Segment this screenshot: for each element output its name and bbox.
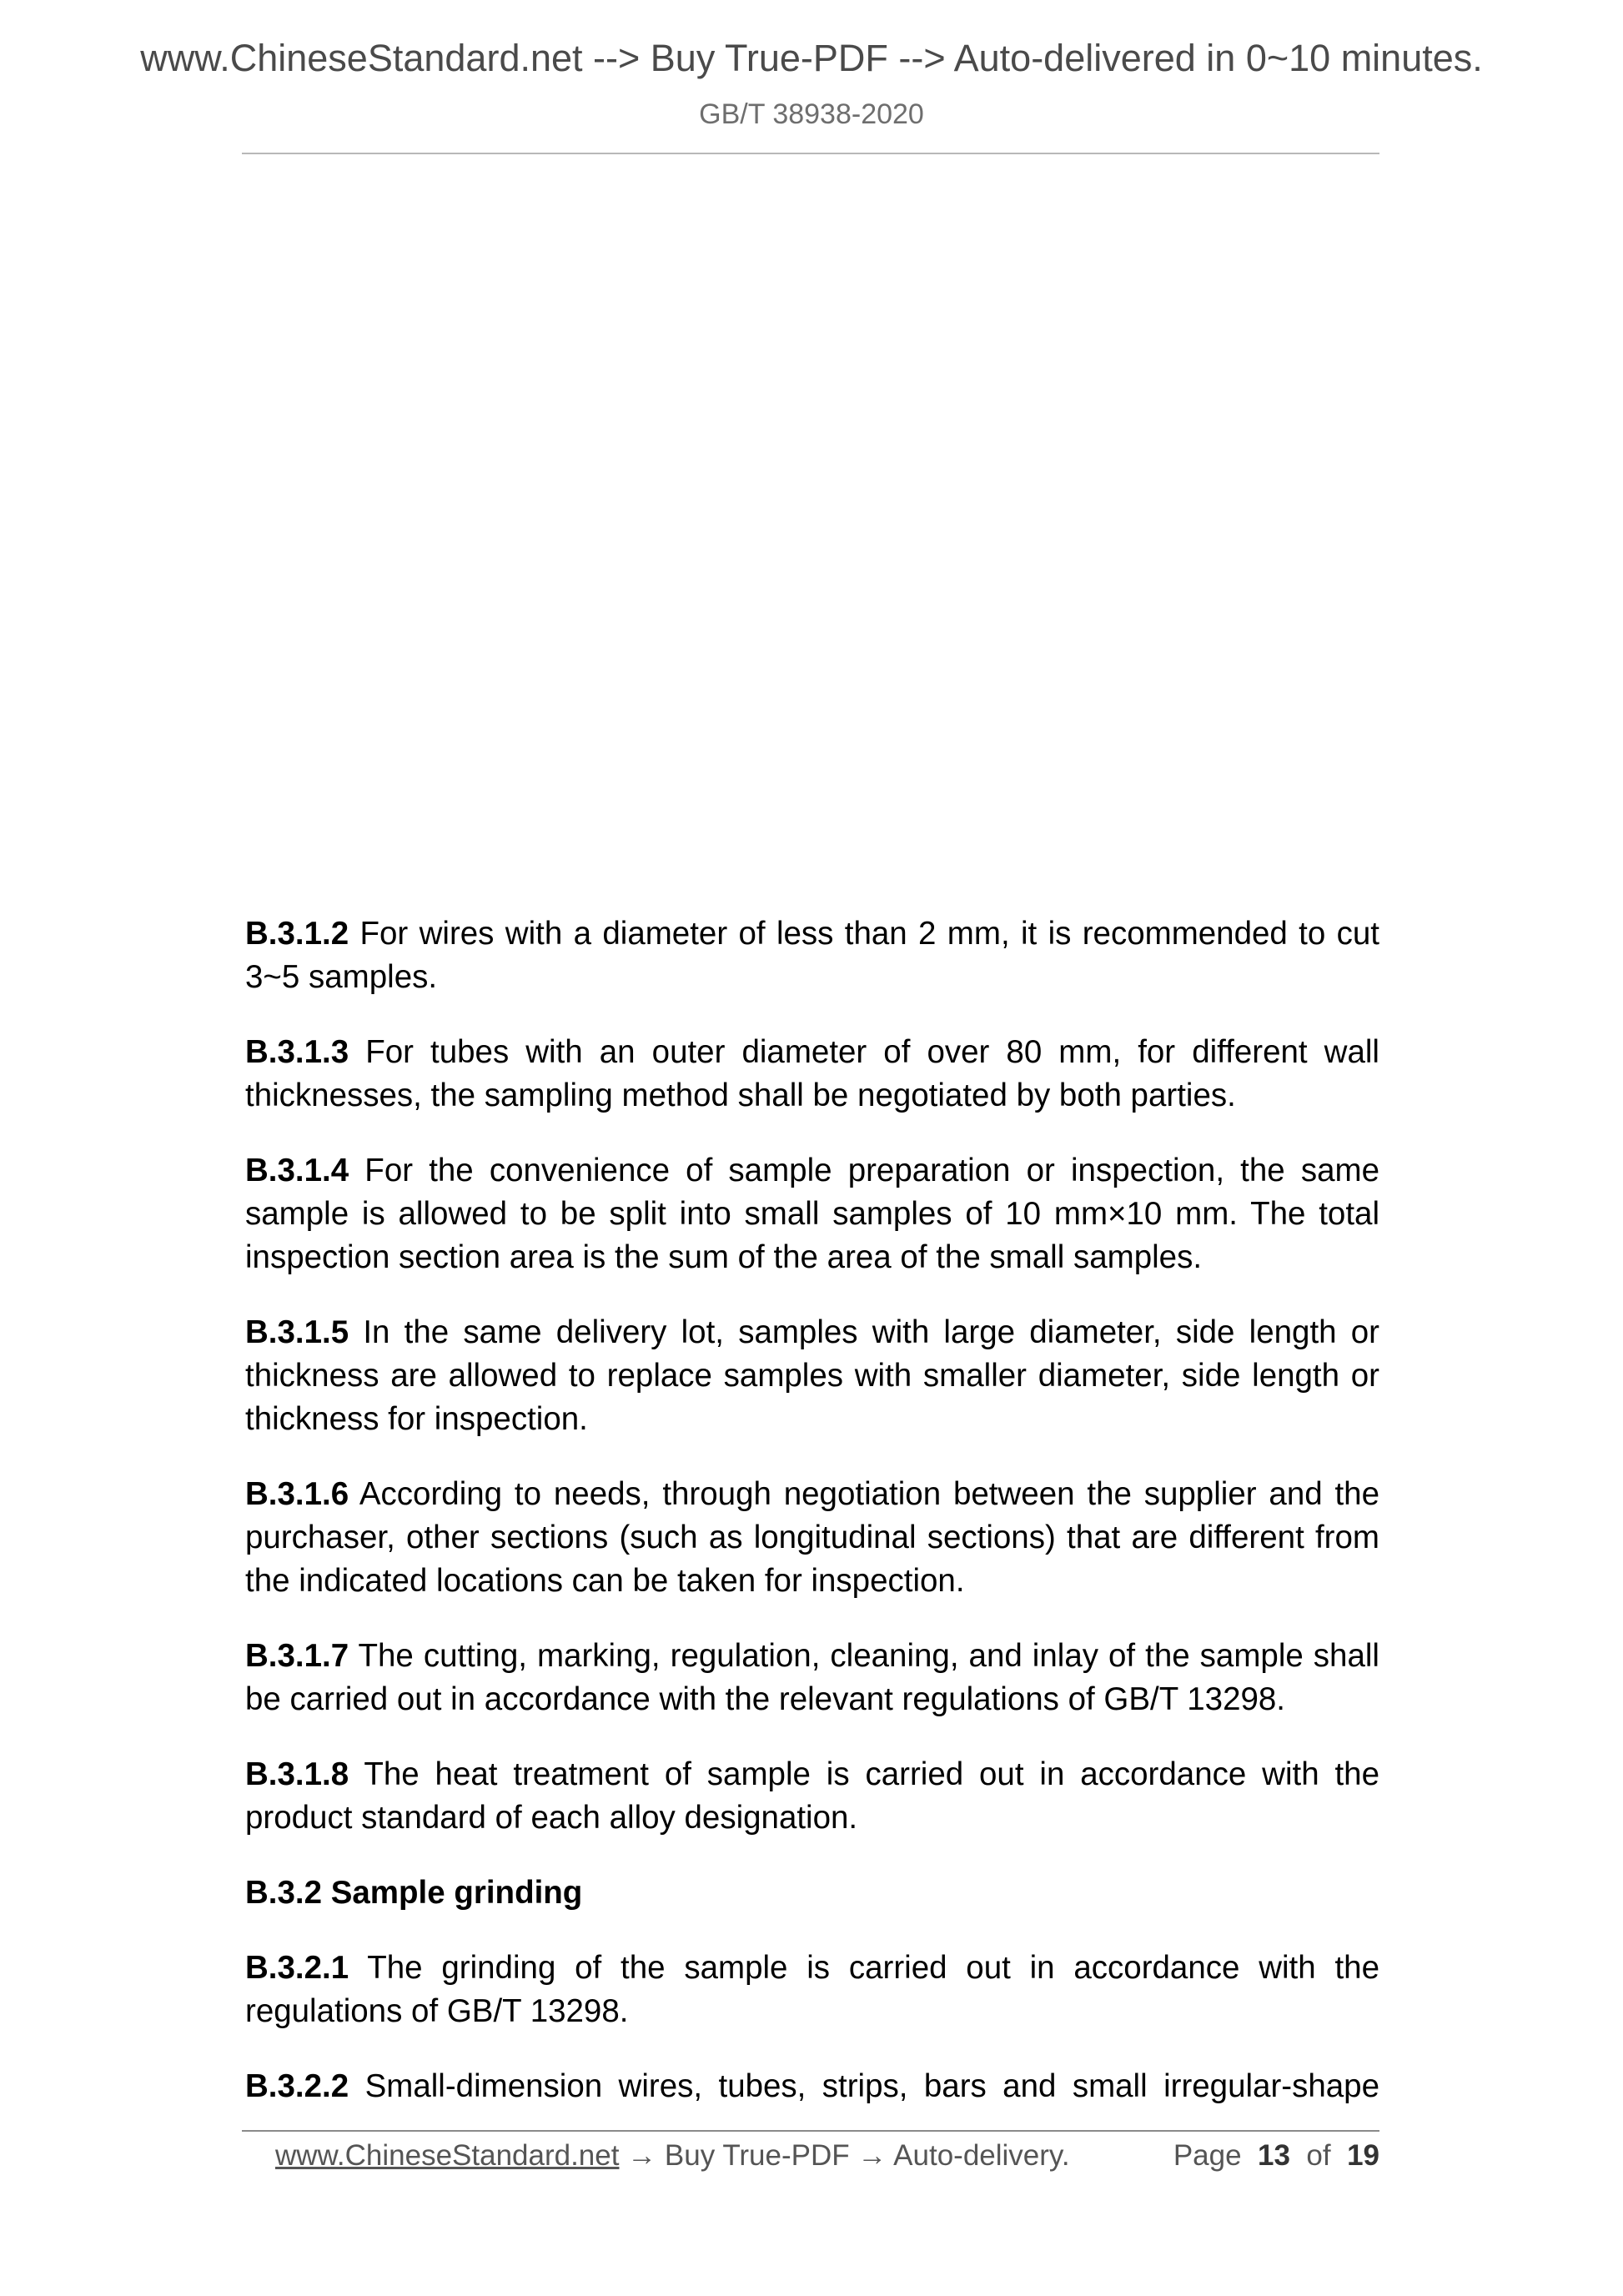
clause-b-3-1-5 <box>245 1311 1379 1441</box>
clause-number: B.3.1.3 <box>245 1034 349 1070</box>
of-label: of <box>1306 2139 1331 2172</box>
header-divider <box>242 153 1379 154</box>
clause-text: For the convenience of sample preparation or inspection, the same sample is allowed to be split into small samples of 10 mm×10 mm. The total inspection section area is the sum of the area of the small samples. <box>245 1153 1379 1275</box>
footer-website-link[interactable]: www.ChineseStandard.net <box>275 2139 620 2172</box>
clause-b-3-2-1 <box>245 1947 1379 2033</box>
clause-b-3-1-6 <box>245 1473 1379 1603</box>
clause-b-3-1-8 <box>245 1753 1379 1840</box>
clause-number: B.3.1.6 <box>245 1476 349 1512</box>
clause-text: The cutting, marking, regulation, cleaning, and inlay of the sample shall be carried out in accordance with the relevant regulations of GB/T 13298. <box>245 1638 1379 1717</box>
footer-divider <box>242 2130 1379 2132</box>
clause-text: According to needs, through negotiation between the supplier and the purchaser, other sections (such as longitudinal sections) that are different from the indicated locations can be taken for inspection. <box>245 1476 1380 1599</box>
clause-text: Small-dimension wires, tubes, strips, bars and small irregular-shape <box>364 2068 1380 2104</box>
clause-number: B.3.1.2 <box>245 916 349 952</box>
clause-text: In the same delivery lot, samples with large diameter, side length or thickness are allowed to replace samples with smaller diameter, side length or thickness for inspection. <box>245 1314 1379 1437</box>
document-body <box>245 912 1379 2108</box>
document-id: GB/T 38938-2020 <box>699 98 924 130</box>
clause-b-3-1-4 <box>245 1149 1379 1279</box>
clause-b-3-1-7 <box>245 1635 1379 1721</box>
clause-number: B.3.2.1 <box>245 1950 349 1986</box>
clause-text: For wires with a diameter of less than 2 mm, it is recommended to cut 3~5 samples. <box>245 916 1379 995</box>
page-number: 13 <box>1258 2139 1290 2172</box>
clause-number: B.3.1.4 <box>245 1153 349 1188</box>
clause-text: For tubes with an outer diameter of over 80 mm, for different wall thicknesses, the sampling method shall be negotiated by both parties. <box>245 1034 1379 1113</box>
header-banner: www.ChineseStandard.net --> Buy True-PDF --> Auto-delivered in 0~10 minutes. <box>140 37 1483 79</box>
clause-b-3-1-2 <box>245 912 1379 999</box>
page-total: 19 <box>1347 2139 1379 2172</box>
page-indicator <box>1173 2138 1379 2174</box>
clause-b-3-1-3 <box>245 1031 1379 1118</box>
footer-promo-text: → Buy True-PDF → Auto-delivery. <box>619 2139 1070 2172</box>
clause-text: The grinding of the sample is carried out in accordance with the regulations of GB/T 13298. <box>245 1950 1379 2029</box>
clause-number: B.3.2.2 <box>245 2068 349 2104</box>
section-heading: B.3.2 Sample grinding <box>245 1875 583 1911</box>
clause-number: B.3.1.5 <box>245 1314 349 1350</box>
footer-promo <box>275 2138 1070 2174</box>
clause-number: B.3.1.8 <box>245 1756 349 1792</box>
clause-text: The heat treatment of sample is carried out in accordance with the product standard of each alloy designation. <box>245 1756 1379 1836</box>
clause-b-3-2-2 <box>245 2065 1379 2108</box>
clause-number: B.3.1.7 <box>245 1638 349 1674</box>
page-label: Page <box>1173 2139 1242 2172</box>
